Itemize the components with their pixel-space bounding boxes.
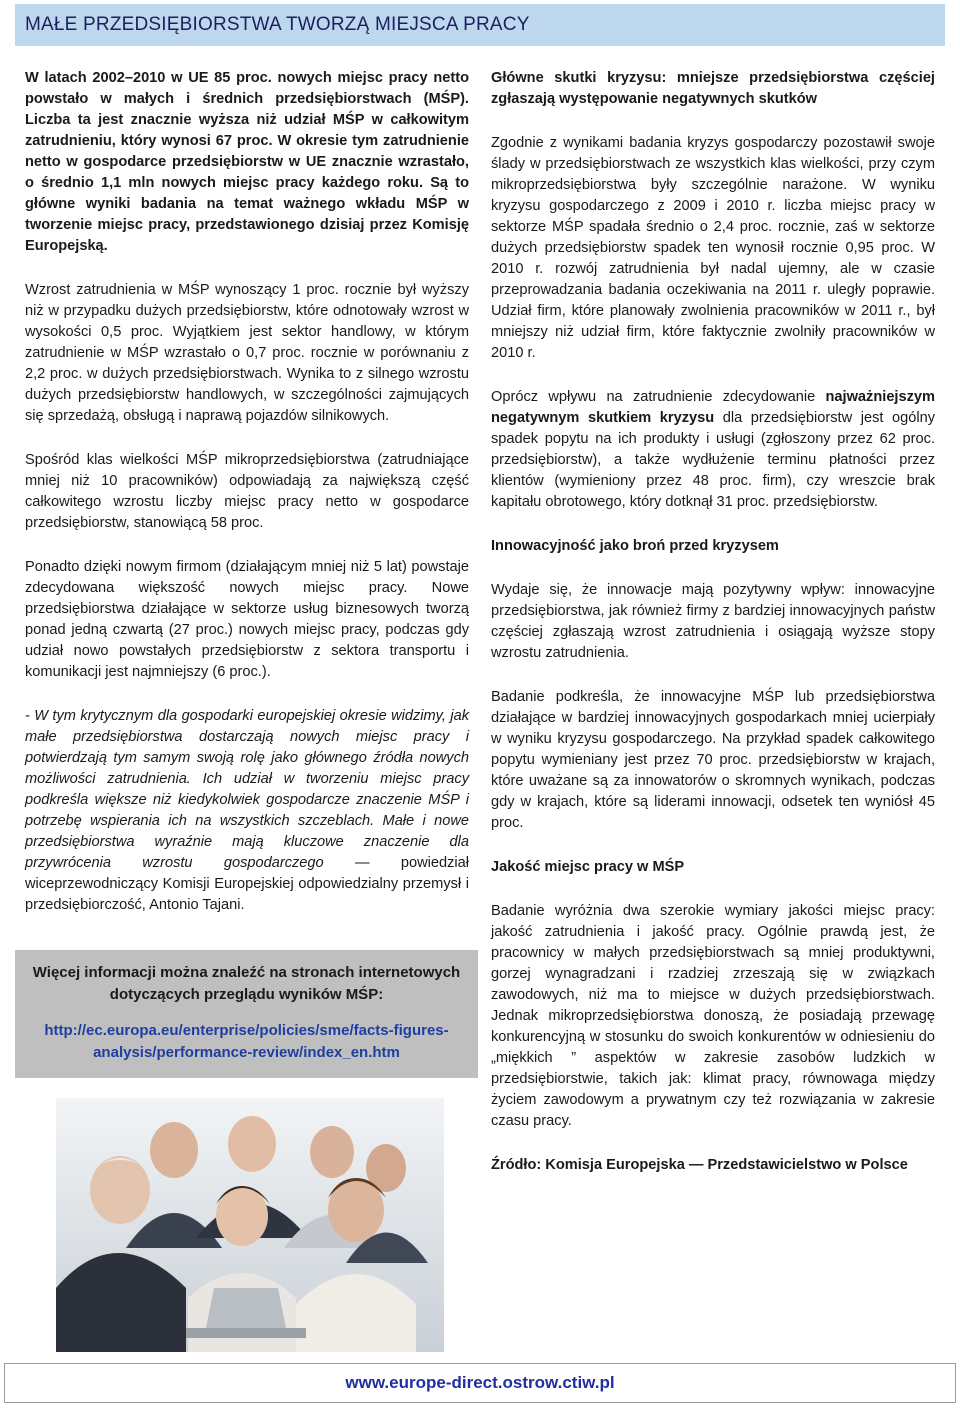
source-line: Źródło: Komisja Europejska — Przedstawicielstwo w Polsce xyxy=(491,1157,908,1173)
paragraph-demand-emphasis: najważniejszym negatywnym skutkiem kryzysu xyxy=(491,389,935,426)
photo-illustration xyxy=(56,1098,444,1352)
paragraph-new-firms: Ponadto dzięki nowym firmom (działającym mniej niż 5 lat) powstaje zdecydowana większość nowych miejsc pracy. Nowe przedsiębiorstwa działające w sektorze usług biznesowych tworzą ponad jedną czwartą (27 proc.) nowych miejsc pracy, podczas gdy udział nowo powstałych przedsiębiorstw z sektora transportu i komunikacji jest najmniejszy (6 proc.). xyxy=(25,559,469,680)
page-title: MAŁE PRZEDSIĘBIORSTWA TWORZĄ MIEJSCA PRACY xyxy=(25,14,530,35)
title-bar xyxy=(15,4,945,46)
quote-paragraph xyxy=(25,706,469,916)
info-box-text: Więcej informacji można znaleźć na stronach internetowych dotyczących przeglądu wyników MŚP: xyxy=(32,964,461,1003)
info-box xyxy=(15,950,478,1078)
left-column xyxy=(25,68,469,939)
paragraph-demand-end: dla przedsiębiorstw jest ogólny spadek popytu na ich produkty i usługi (zgłoszony przez 62 proc. przedsiębiorstw), a także wydłużenie terminu płatności przez klientów (wymieniony przez 48 proc. firm), czy wreszcie brak kapitału obrotowego, który dotknął 31 proc. przedsiębiorstw. xyxy=(491,410,935,510)
footer-url[interactable]: www.europe-direct.ostrow.ctiw.pl xyxy=(345,1373,615,1392)
paragraph-demand-start: Oprócz wpływu na zatrudnienie zdecydowanie xyxy=(491,389,826,405)
paragraph-micro: Spośród klas wielkości MŚP mikroprzedsiębiorstwa (zatrudniające mniej niż 10 pracowników) odpowiadają za największą część całkowitego wzrostu liczby miejsc pracy netto w gospodarce przedsiębiorstw, stanowiącą 58 proc. xyxy=(25,452,469,531)
paragraph-job-quality: Badanie wyróżnia dwa szerokie wymiary jakości miejsc pracy: jakość zatrudnienia i jakość pracy. Ogólnie prawdą jest, że pracownicy w małych przedsiębiorstwach są mniej produktywni, gorzej wynagradzani i rzadziej zrzeszają się w związkach zawodowych, niż ma to miejsce w dużych przedsiębiorstwach. Jednak mikroprzedsiębiorstwa donoszą, że posiadają przewagę konkurencyjną w stosunku do swoich konkurentów w odniesieniu do „miękkich ” aspektów w zakresie zasobów ludzkich w przedsiębiorstwie, takich jak: klimat pracy, równowaga między życiem zawodowym a prywatnym czy też rozwiązania w zakresie czasu pracy. xyxy=(491,903,935,1129)
lead-paragraph: W latach 2002–2010 w UE 85 proc. nowych miejsc pracy netto powstało w małych i średnich przedsiębiorstwach (MŚP). Liczba ta jest znacznie wyższa niż udział MŚP w całkowitym zatrudnieniu, który wynosi 67 proc. W okresie tym zatrudnienie netto w gospodarce przedsiębiorstw w UE znacznie wzrastało, o średnio 1,1 mln nowych miejsc pracy każdego roku. Są to główne wyniki badania na temat ważnego wkładu MŚP w tworzenie miejsc pracy, przedstawionego dzisiaj przez Komisję Europejską. xyxy=(25,70,469,254)
innovation-heading: Innowacyjność jako broń przed kryzysem xyxy=(491,538,779,554)
paragraph-growth: Wzrost zatrudnienia w MŚP wynoszący 1 proc. rocznie był wyższy niż w przypadku dużych przedsiębiorstw, które odnotowały wzrost w wysokości 0,5 proc. Wyjątkiem jest sektor handlowy, w którym zatrudnienie w MŚP wzrastało o 0,7 proc. rocznie w porównaniu z 2,2 proc. w dużych przedsiębiorstwach. Wynika to z silnego wzrostu dużych przedsiębiorstw handlowych, w szczególności zajmujących się sprzedażą, obsługą i naprawą pojazdów silnikowych. xyxy=(25,282,469,424)
quote-text: - W tym krytycznym dla gospodarki europejskiej okresie widzimy, jak małe przedsiębiorstwa dostarczają nowych miejsc pracy i potwierdzają tym samym swoją rolę jako głównego źródła nowych możliwości zatrudnienia. Ich udział w tworzeniu miejsc pracy podkreśla większe niż kiedykolwiek gospodarcze znaczenie MŚP i potrzebę wspierania ich na wszystkich szczeblach. Małe i nowe przedsiębiorstwa wyraźnie mają kluczowe znaczenie dla przywrócenia wzrostu gospodarczego xyxy=(25,708,469,871)
quote-attribution: — powiedział wiceprzewodniczący Komisji Europejskiej odpowiedzialny przemysł i przedsiębiorczość, Antonio Tajani. xyxy=(25,855,469,913)
info-box-link[interactable]: http://ec.europa.eu/enterprise/policies/sme/facts-figures-analysis/performance-review/index_en.htm xyxy=(44,1022,449,1061)
crisis-heading: Główne skutki kryzysu: mniejsze przedsiębiorstwa częściej zgłaszają występowanie negatywnych skutków xyxy=(491,70,935,107)
paragraph-crisis: Zgodnie z wynikami badania kryzys gospodarczy pozostawił swoje ślady w przedsiębiorstwach ze wszystkich klas wielkości, przy czym mikroprzedsiębiorstwa były szczególnie narażone. W wyniku kryzysu gospodarczego z 2009 i 2010 r. liczba miejsc pracy w sektorze MŚP spadała średnio o 2,4 proc. rocznie, zaś w sektorze dużych przedsiębiorstw spadek ten wynosił rocznie 0,95 proc. W 2010 r. rozwój zatrudnienia był nadal ujemny, ale w czasie przeprowadzania badania oczekiwania na 2011 r. uległy poprawie. Udział firm, które planowały zwolnienia pracowników w 2011 r., był mniejszy niż udział firm, które faktycznie zwolniły pracowników w 2010 r. xyxy=(491,135,935,361)
footer xyxy=(4,1363,956,1403)
paragraph-innovation: Wydaje się, że innowacje mają pozytywny wpływ: innowacyjne przedsiębiorstwa, jak również firmy z bardziej innowacyjnych państw częściej zgłaszają wzrost zatrudnienia i osiągają wyższe stopy wzrostu zatrudnienia. xyxy=(491,582,935,661)
paragraph-innovation-study: Badanie podkreśla, że innowacyjne MŚP lub przedsiębiorstwa działające w bardziej innowacyjnych gospodarkach mniej ucierpiały w wyniku kryzysu gospodarczego. Na przykład spadek całkowitego popytu wymieniany jest przez 70 proc. przedsiębiorstw w krajach, które uważane są za innowatorów o skromnych wynikach, podczas gdy w krajach, które są liderami innowacji, odsetek ten wyniósł 45 proc. xyxy=(491,689,935,831)
paragraph-demand xyxy=(491,387,935,513)
job-quality-heading: Jakość miejsc pracy w MŚP xyxy=(491,859,685,875)
business-people-photo xyxy=(56,1098,444,1352)
right-column xyxy=(491,68,935,1199)
